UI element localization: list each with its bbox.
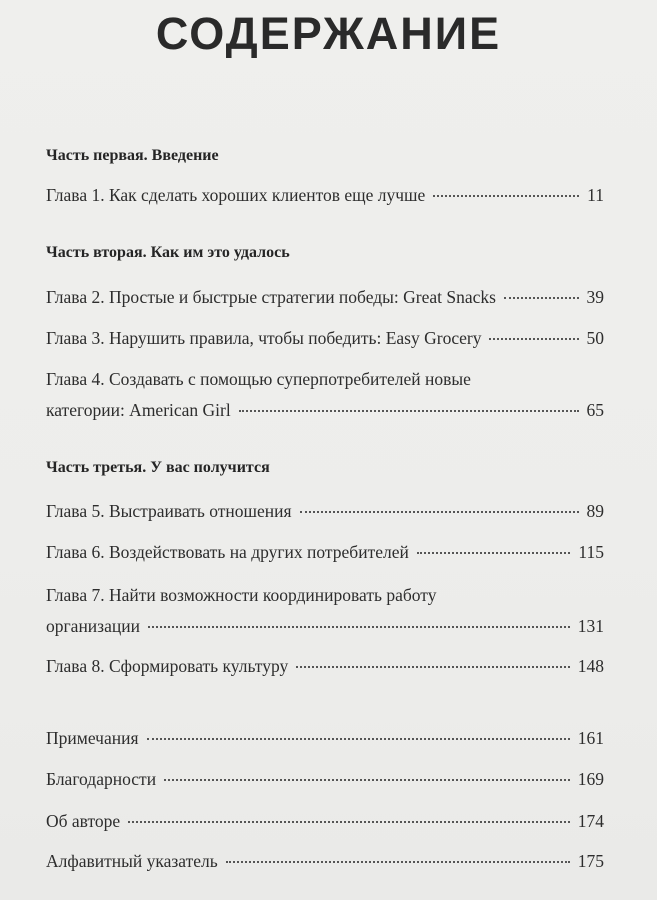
toc-entry [46, 616, 604, 637]
toc-entry-label: Глава 8. Сформировать культуру [46, 656, 289, 676]
dot-leader [300, 511, 579, 513]
toc-entry-page: 115 [578, 542, 604, 562]
toc-entry-page: 131 [577, 616, 604, 636]
toc-entry [46, 851, 604, 872]
dot-leader [417, 552, 571, 554]
dot-leader [433, 195, 579, 197]
toc-entry-label: категории: American Girl [46, 400, 231, 420]
toc-entry [46, 542, 604, 563]
toc-entry [46, 501, 604, 522]
dot-leader [164, 779, 570, 781]
toc-entry [46, 400, 604, 421]
toc-entry-page: 89 [586, 501, 604, 521]
toc-entry-label-line1: Глава 7. Найти возможности координировать работу [46, 585, 437, 605]
toc-entry-label: Примечания [46, 728, 139, 748]
toc-entry [46, 656, 604, 677]
toc-entry [46, 287, 604, 308]
toc-entry-label: Глава 6. Воздействовать на других потребителей [46, 542, 409, 562]
toc-entry-label: организации [46, 616, 140, 636]
part-heading: Часть вторая. Как им это удалось [46, 244, 290, 261]
dot-leader [147, 738, 570, 740]
toc-entry-page: 174 [577, 811, 604, 831]
toc-entry-label-line1: Глава 4. Создавать с помощью суперпотребителей новые [46, 369, 471, 389]
toc-entry-label: Алфавитный указатель [46, 851, 218, 871]
toc-entry-page: 50 [586, 328, 604, 348]
toc-entry-label: Благодарности [46, 769, 157, 789]
toc-entry-label: Глава 1. Как сделать хороших клиентов еще лучше [46, 185, 426, 205]
dot-leader [489, 338, 578, 340]
toc-entry-page: 169 [577, 769, 604, 789]
toc-entry-label: Глава 5. Выстраивать отношения [46, 501, 292, 521]
dot-leader [504, 297, 579, 299]
toc-entry-page: 175 [577, 851, 604, 871]
toc-entry-page: 148 [577, 656, 604, 676]
toc-entry-page: 39 [586, 287, 604, 307]
toc-entry [46, 811, 604, 832]
toc-entry-label: Об авторе [46, 811, 121, 831]
toc-entry-page: 65 [586, 400, 604, 420]
toc-entry-label: Глава 3. Нарушить правила, чтобы победить: Easy Grocery [46, 328, 482, 348]
dot-leader [239, 410, 579, 412]
toc-entry-page: 161 [577, 728, 604, 748]
dot-leader [128, 821, 570, 823]
toc-entry [46, 728, 604, 749]
toc-entry [46, 328, 604, 349]
dot-leader [296, 666, 570, 668]
dot-leader [148, 626, 570, 628]
toc-entry-label: Глава 2. Простые и быстрые стратегии победы: Great Snacks [46, 287, 496, 307]
part-heading: Часть первая. Введение [46, 147, 219, 164]
part-heading: Часть третья. У вас получится [46, 459, 270, 476]
toc-entry [46, 185, 604, 206]
toc-entry [46, 769, 604, 790]
dot-leader [226, 861, 570, 863]
toc-entry-page: 11 [587, 185, 604, 205]
page-title: СОДЕРЖАНИЕ [155, 8, 502, 59]
